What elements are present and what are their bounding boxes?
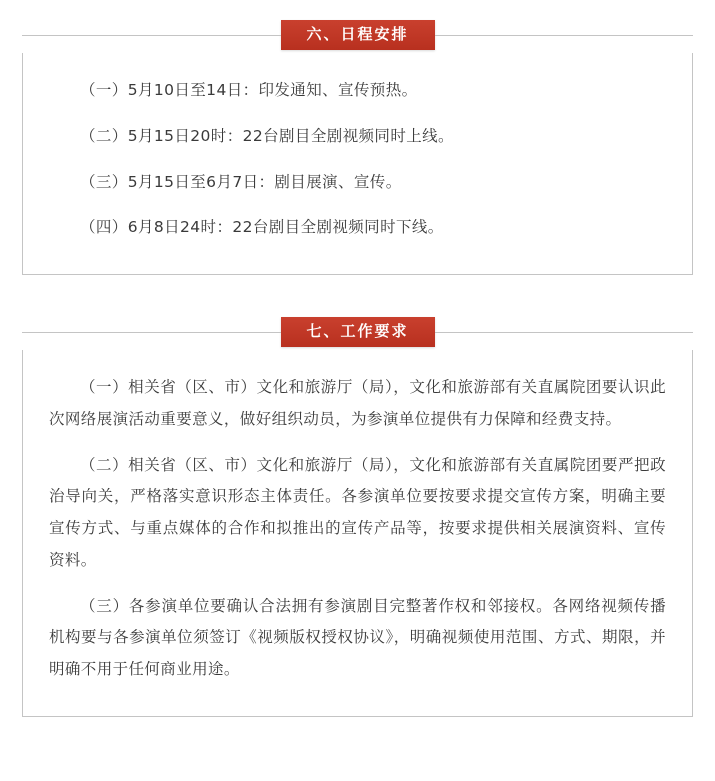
header-rule-right xyxy=(435,332,694,333)
section-schedule xyxy=(22,16,693,275)
paragraph: （二）相关省（区、市）文化和旅游厅（局），文化和旅游部有关直属院团要严把政治导向关，严格落实意识形态主体责任。各参演单位要按要求提交宣传方案，明确主要宣传方式、与重点媒体的合作和拟推出的宣传产品等，按要求提供相关展演资料、宣传资料。 xyxy=(49,455,666,569)
paragraph: （三）5月15日至6月7日：剧目展演、宣传。 xyxy=(80,172,402,191)
header-rule-left xyxy=(22,35,281,36)
paragraph: （二）5月15日20时：22台剧目全剧视频同时上线。 xyxy=(80,126,454,145)
paragraph: （一）相关省（区、市）文化和旅游厅（局），文化和旅游部有关直属院团要认识此次网络展演活动重要意义，做好组织动员，为参演单位提供有力保障和经费支持。 xyxy=(49,378,666,428)
section-title-badge-schedule: 六、日程安排 xyxy=(281,20,435,50)
section-requirements xyxy=(22,313,693,717)
section-body-requirements xyxy=(22,350,693,717)
section-header-schedule xyxy=(22,16,693,54)
header-rule-right xyxy=(435,35,694,36)
section-body-schedule xyxy=(22,53,693,275)
section-header-requirements xyxy=(22,313,693,351)
header-rule-left xyxy=(22,332,281,333)
paragraph: （一）5月10日至14日：印发通知、宣传预热。 xyxy=(80,81,418,99)
paragraph: （四）6月8日24时：22台剧目全剧视频同时下线。 xyxy=(80,218,444,237)
paragraph: （三）各参演单位要确认合法拥有参演剧目完整著作权和邻接权。各网络视频传播机构要与各参演单位须签订《视频版权授权协议》，明确视频使用范围、方式、期限，并明确不用于任何商业用途。 xyxy=(49,596,666,679)
section-title-badge-requirements: 七、工作要求 xyxy=(281,317,435,347)
